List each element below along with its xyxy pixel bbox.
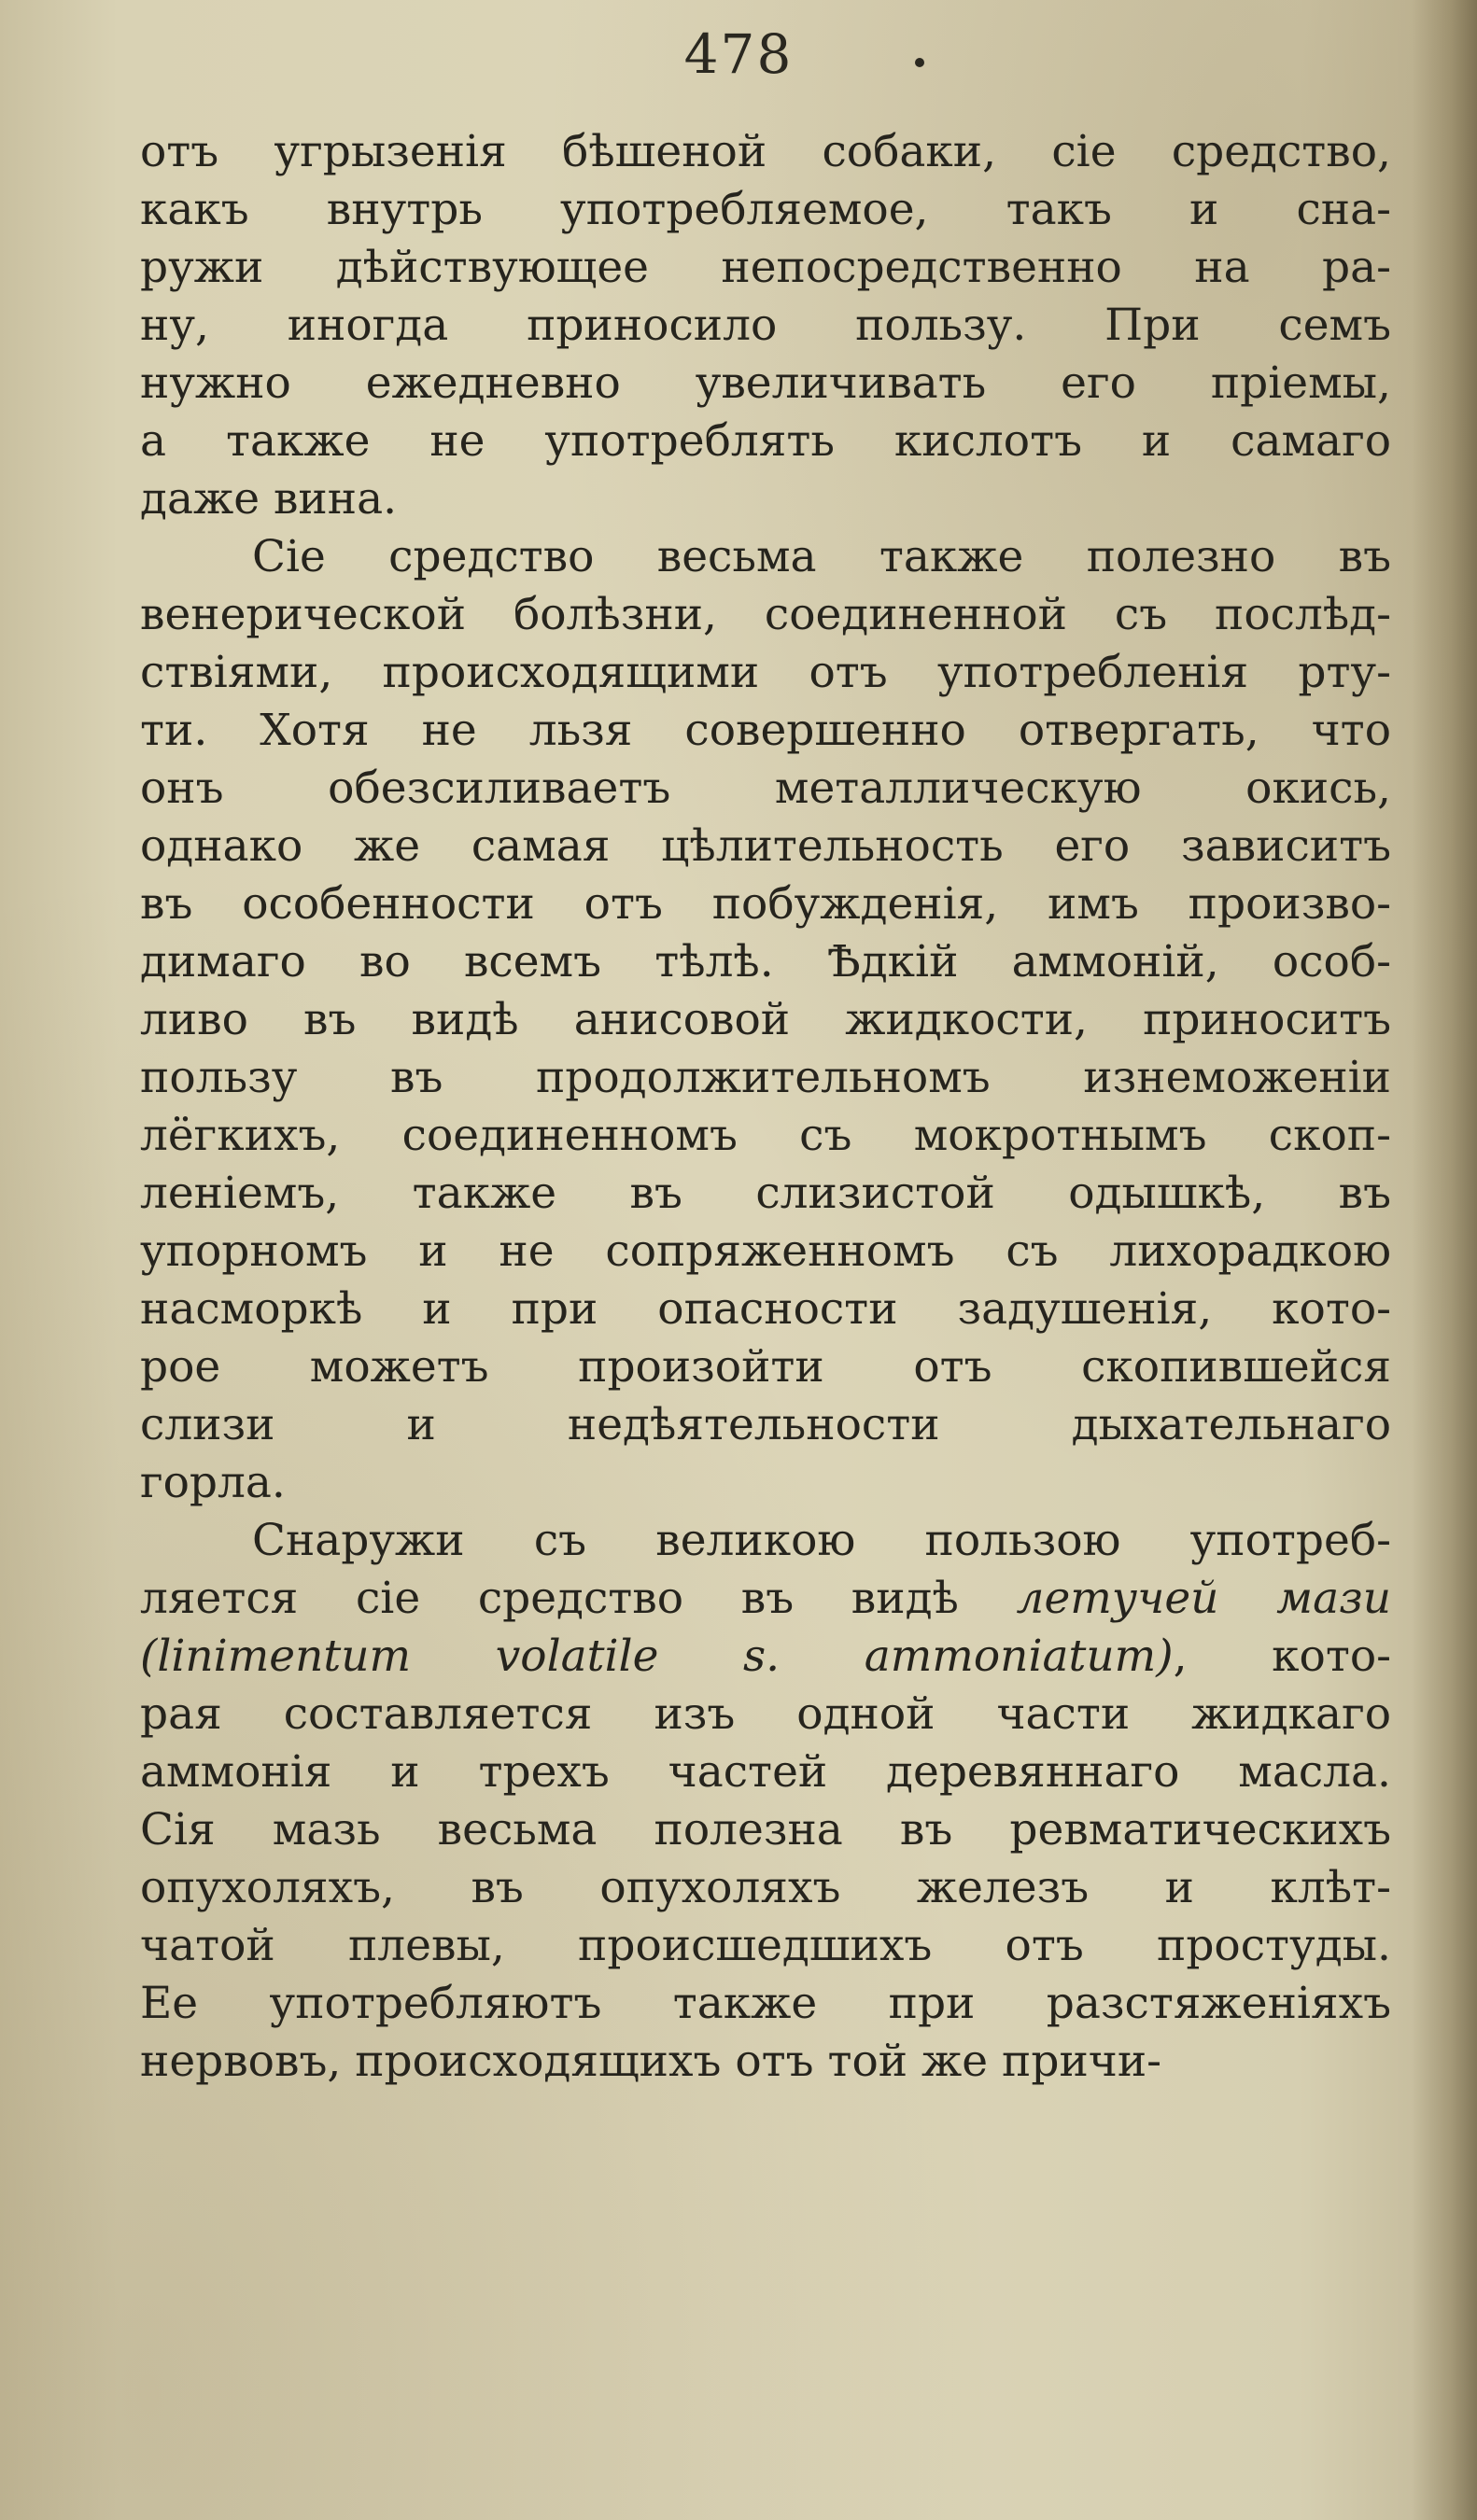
text-line [140, 1917, 1391, 1975]
text-line [140, 1801, 1391, 1859]
text-line [140, 933, 1391, 991]
line-text: венерической болѣзни, соединенной съ послѣд- [140, 589, 1391, 640]
page-edge-shadow [1412, 0, 1477, 2520]
text-line [140, 1107, 1391, 1165]
line-text: ляется сіе средство въ видѣ [140, 1573, 1017, 1624]
line-text: нервовъ, происходящихъ отъ той же причи- [140, 2036, 1162, 2087]
line-text: въ особенности отъ побужденія, имъ произво- [140, 878, 1391, 930]
text-line [140, 1975, 1391, 2033]
text-line [140, 1512, 1391, 1570]
text-line [140, 1570, 1391, 1628]
line-text: аммонія и трехъ частей деревяннаго масла. [140, 1746, 1391, 1798]
text-line [140, 1223, 1391, 1281]
line-text: леніемъ, также въ слизистой одышкѣ, въ [140, 1168, 1391, 1219]
line-text: отъ угрызенія бѣшеной собаки, сіе средство, [140, 126, 1391, 177]
text-line [140, 1743, 1391, 1801]
body-text [140, 123, 1391, 2091]
text-line [140, 1338, 1391, 1396]
text-line [140, 181, 1391, 239]
line-text: онъ обезсиливаетъ металлическую окись, [140, 763, 1391, 814]
line-text: нужно ежедневно увеличивать его пріемы, [140, 357, 1391, 409]
text-line [140, 1454, 1391, 1512]
text-line [140, 1628, 1391, 1686]
text-line [140, 991, 1391, 1049]
text-line [140, 1396, 1391, 1454]
line-italic-text: (linimentum volatile s. ammoniatum) [140, 1631, 1174, 1682]
line-text: Снаружи съ великою пользою употреб- [252, 1515, 1391, 1566]
text-line [140, 239, 1391, 297]
page-number-dot [915, 58, 924, 67]
text-line [140, 1686, 1391, 1743]
line-text: димаго во всемъ тѣлѣ. Ѣдкій аммоній, особ- [140, 936, 1391, 987]
text-line [140, 818, 1391, 875]
line-text: слизи и недѣятельности дыхательнаго [140, 1399, 1391, 1450]
text-line [140, 644, 1391, 702]
text-line [140, 297, 1391, 355]
text-line [140, 1281, 1391, 1338]
text-line [140, 586, 1391, 644]
line-text: упорномъ и не сопряженномъ съ лихорадкою [140, 1225, 1391, 1277]
line-text: даже вина. [140, 473, 398, 525]
line-text: однако же самая цѣлительность его зависитъ [140, 820, 1391, 872]
page-number: 478 [683, 22, 794, 86]
line-text: ти. Хотя не льзя совершенно отвергать, что [140, 705, 1391, 756]
text-line [140, 702, 1391, 760]
line-after-text: , кото- [1173, 1631, 1391, 1682]
line-text: а также не употреблять кислотъ и самаго [140, 415, 1391, 467]
line-text: ливо въ видѣ анисовой жидкости, приноситъ [140, 994, 1391, 1045]
paragraph [140, 528, 1391, 1512]
line-text: лёгкихъ, соединенномъ съ мокротнымъ скоп- [140, 1110, 1391, 1161]
text-line [140, 1049, 1391, 1107]
line-text: какъ внутрь употребляемое, такъ и сна- [140, 184, 1391, 235]
line-text: рое можетъ произойти отъ скопившейся [140, 1341, 1391, 1393]
text-line [140, 1165, 1391, 1223]
line-text: рая составляется изъ одной части жидкаго [140, 1688, 1391, 1740]
paragraph [140, 123, 1391, 528]
line-text: пользу въ продолжительномъ изнеможеніи [140, 1052, 1391, 1103]
text-line [140, 760, 1391, 818]
line-text: Сія мазь весьма полезна въ ревматическихъ [140, 1804, 1391, 1855]
text-line [140, 875, 1391, 933]
line-text: ружи дѣйствующее непосредственно на ра- [140, 242, 1391, 293]
line-text: горла. [140, 1457, 286, 1508]
text-line [140, 355, 1391, 413]
paragraph [140, 1512, 1391, 2091]
text-line [140, 470, 1391, 528]
line-text: опухоляхъ, въ опухоляхъ железъ и клѣт- [140, 1862, 1391, 1913]
line-text: ствіями, происходящими отъ употребленія рту- [140, 647, 1391, 698]
line-text: Ее употребляютъ также при разстяженіяхъ [140, 1978, 1391, 2029]
line-italic-text: летучей мази [1016, 1573, 1391, 1624]
text-line [140, 528, 1391, 586]
line-text: Сіе средство весьма также полезно въ [252, 531, 1391, 582]
text-line [140, 1859, 1391, 1917]
text-line [140, 123, 1391, 181]
text-line [140, 413, 1391, 470]
line-text: ну, иногда приносило пользу. При семъ [140, 300, 1391, 351]
text-line [140, 2033, 1391, 2091]
line-text: чатой плевы, происшедшихъ отъ простуды. [140, 1920, 1391, 1971]
line-text: насморкѣ и при опасности задушенія, кото- [140, 1283, 1391, 1335]
